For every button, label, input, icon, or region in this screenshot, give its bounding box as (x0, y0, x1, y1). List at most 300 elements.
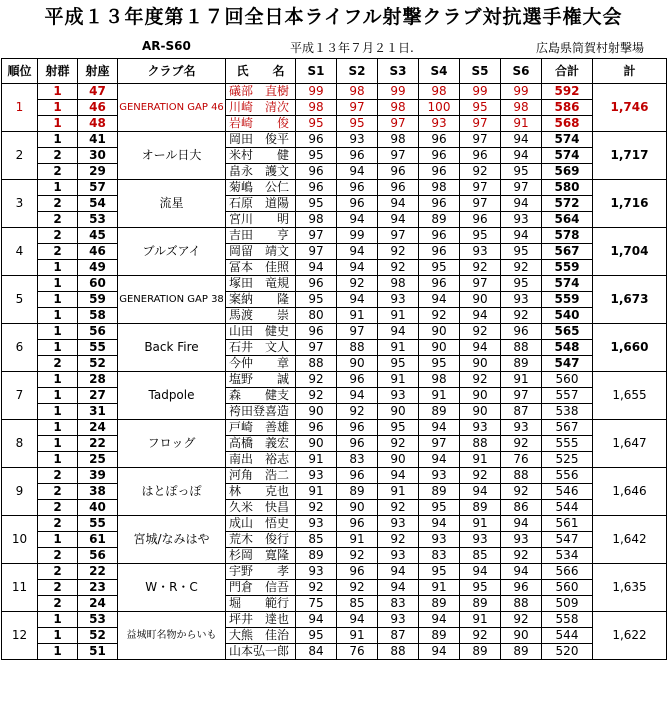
lane-cell: 24 (78, 420, 118, 436)
lane-cell: 28 (78, 372, 118, 388)
group-cell: 1 (38, 292, 78, 308)
table-row (2, 84, 667, 100)
score-cell: 97 (460, 180, 501, 196)
sum-cell: 547 (542, 532, 593, 548)
score-cell: 87 (378, 628, 419, 644)
sum-cell: 544 (542, 500, 593, 516)
table-row (2, 420, 667, 436)
lane-cell: 27 (78, 388, 118, 404)
club-name: はとぽっぽ (118, 468, 226, 516)
column-header: S4 (419, 59, 460, 84)
score-cell: 90 (460, 404, 501, 420)
sum-cell: 509 (542, 596, 593, 612)
column-header: S2 (337, 59, 378, 84)
score-cell: 94 (337, 244, 378, 260)
score-cell: 93 (296, 516, 337, 532)
table-row (2, 468, 667, 484)
score-cell: 89 (419, 628, 460, 644)
score-cell: 96 (419, 276, 460, 292)
score-cell: 94 (501, 148, 542, 164)
lane-cell: 51 (78, 644, 118, 660)
shooter-name: 荒木 俊行 (226, 532, 296, 548)
column-header: S3 (378, 59, 419, 84)
score-cell: 94 (460, 308, 501, 324)
score-cell: 94 (419, 644, 460, 660)
score-cell: 89 (501, 356, 542, 372)
score-cell: 97 (460, 276, 501, 292)
score-cell: 90 (460, 356, 501, 372)
score-cell: 76 (337, 644, 378, 660)
sum-cell: 574 (542, 276, 593, 292)
lane-cell: 55 (78, 516, 118, 532)
lane-cell: 40 (78, 500, 118, 516)
shooter-name: 成山 悟史 (226, 516, 296, 532)
club-name: GENERATION GAP 46 (118, 84, 226, 132)
table-row (2, 276, 667, 292)
score-cell: 95 (501, 276, 542, 292)
table-row (2, 372, 667, 388)
score-cell: 92 (296, 372, 337, 388)
table-row (2, 580, 667, 596)
sum-cell: 558 (542, 612, 593, 628)
rank-cell: 9 (2, 468, 38, 516)
table-row (2, 340, 667, 356)
shooter-name: 今仲 章 (226, 356, 296, 372)
column-header: 計 (593, 59, 667, 84)
column-header: S5 (460, 59, 501, 84)
score-cell: 96 (296, 276, 337, 292)
shooter-name: 宇野 孝 (226, 564, 296, 580)
score-cell: 91 (460, 452, 501, 468)
sum-cell: 525 (542, 452, 593, 468)
score-cell: 91 (419, 388, 460, 404)
score-cell: 96 (337, 420, 378, 436)
score-cell: 93 (460, 420, 501, 436)
rank-cell: 1 (2, 84, 38, 132)
rank-cell: 12 (2, 612, 38, 660)
table-row (2, 516, 667, 532)
group-cell: 1 (38, 436, 78, 452)
score-cell: 96 (337, 196, 378, 212)
column-header: クラブ名 (118, 59, 226, 84)
score-cell: 93 (296, 468, 337, 484)
team-total: 1,647 (593, 420, 667, 468)
shooter-name: 岩崎 俊 (226, 116, 296, 132)
score-cell: 98 (501, 100, 542, 116)
score-cell: 91 (460, 516, 501, 532)
table-row (2, 324, 667, 340)
table-row (2, 596, 667, 612)
team-total: 1,660 (593, 324, 667, 372)
score-cell: 99 (501, 84, 542, 100)
score-cell: 92 (501, 484, 542, 500)
score-cell: 97 (296, 228, 337, 244)
score-cell: 95 (419, 260, 460, 276)
score-cell: 92 (501, 436, 542, 452)
score-cell: 96 (419, 196, 460, 212)
score-cell: 98 (337, 84, 378, 100)
rank-cell: 4 (2, 228, 38, 276)
sum-cell: 538 (542, 404, 593, 420)
lane-cell: 61 (78, 532, 118, 548)
column-header: 射座 (78, 59, 118, 84)
score-cell: 88 (501, 596, 542, 612)
shooter-name: 塩野 誠 (226, 372, 296, 388)
event-date: 平成１３年７月２１日. (290, 41, 414, 55)
shooter-name: 林 克也 (226, 484, 296, 500)
rank-cell: 10 (2, 516, 38, 564)
sum-cell: 574 (542, 132, 593, 148)
score-cell: 89 (419, 212, 460, 228)
score-cell: 85 (296, 532, 337, 548)
group-cell: 2 (38, 500, 78, 516)
lane-cell: 58 (78, 308, 118, 324)
lane-cell: 48 (78, 116, 118, 132)
score-cell: 97 (296, 244, 337, 260)
score-cell: 94 (337, 212, 378, 228)
club-name: W・R・C (118, 564, 226, 612)
table-row (2, 180, 667, 196)
score-cell: 91 (337, 532, 378, 548)
score-cell: 95 (419, 564, 460, 580)
team-total: 1,655 (593, 372, 667, 420)
group-cell: 1 (38, 628, 78, 644)
sum-cell: 564 (542, 212, 593, 228)
table-row (2, 612, 667, 628)
score-cell: 88 (501, 468, 542, 484)
table-row (2, 148, 667, 164)
table-row (2, 196, 667, 212)
score-cell: 80 (296, 308, 337, 324)
score-cell: 96 (337, 148, 378, 164)
sum-cell: 559 (542, 260, 593, 276)
table-row (2, 436, 667, 452)
score-cell: 95 (296, 292, 337, 308)
team-total: 1,704 (593, 228, 667, 276)
score-cell: 89 (501, 644, 542, 660)
score-cell: 85 (460, 548, 501, 564)
team-total: 1,635 (593, 564, 667, 612)
sum-cell: 566 (542, 564, 593, 580)
score-cell: 95 (296, 116, 337, 132)
lane-cell: 25 (78, 452, 118, 468)
lane-cell: 41 (78, 132, 118, 148)
score-cell: 98 (419, 180, 460, 196)
shooter-name: 杉岡 寛隆 (226, 548, 296, 564)
shooter-name: 菊嶋 公仁 (226, 180, 296, 196)
score-cell: 96 (337, 372, 378, 388)
score-cell: 86 (501, 500, 542, 516)
score-cell: 90 (419, 340, 460, 356)
score-cell: 96 (501, 580, 542, 596)
lane-cell: 55 (78, 340, 118, 356)
score-cell: 94 (419, 292, 460, 308)
lane-cell: 54 (78, 196, 118, 212)
score-cell: 92 (296, 580, 337, 596)
score-cell: 95 (460, 580, 501, 596)
score-cell: 97 (501, 180, 542, 196)
table-row (2, 644, 667, 660)
score-cell: 92 (337, 276, 378, 292)
score-cell: 94 (501, 196, 542, 212)
score-cell: 83 (378, 596, 419, 612)
score-cell: 92 (378, 244, 419, 260)
lane-cell: 39 (78, 468, 118, 484)
shooter-name: 山田 健史 (226, 324, 296, 340)
shooter-name: 馬渡 崇 (226, 308, 296, 324)
group-cell: 2 (38, 244, 78, 260)
score-cell: 93 (378, 516, 419, 532)
table-row (2, 292, 667, 308)
lane-cell: 38 (78, 484, 118, 500)
group-cell: 1 (38, 132, 78, 148)
table-row (2, 308, 667, 324)
score-cell: 90 (501, 628, 542, 644)
score-cell: 91 (460, 612, 501, 628)
score-cell: 94 (337, 612, 378, 628)
lane-cell: 29 (78, 164, 118, 180)
score-cell: 89 (419, 404, 460, 420)
table-row (2, 228, 667, 244)
score-cell: 91 (296, 484, 337, 500)
rank-cell: 11 (2, 564, 38, 612)
club-name: 宮城/なみはや (118, 516, 226, 564)
score-cell: 92 (501, 308, 542, 324)
score-cell: 95 (296, 148, 337, 164)
score-cell: 96 (378, 180, 419, 196)
club-name: フロッグ (118, 420, 226, 468)
sum-cell: 544 (542, 628, 593, 644)
sum-cell: 540 (542, 308, 593, 324)
score-cell: 92 (460, 468, 501, 484)
score-cell: 91 (378, 308, 419, 324)
score-cell: 92 (419, 308, 460, 324)
score-cell: 96 (419, 228, 460, 244)
score-cell: 94 (501, 564, 542, 580)
score-cell: 96 (337, 516, 378, 532)
score-cell: 92 (296, 500, 337, 516)
sum-cell: 572 (542, 196, 593, 212)
group-cell: 2 (38, 468, 78, 484)
score-cell: 90 (296, 404, 337, 420)
score-cell: 92 (501, 612, 542, 628)
score-cell: 90 (378, 452, 419, 468)
group-cell: 1 (38, 372, 78, 388)
table-row (2, 484, 667, 500)
column-header: S1 (296, 59, 337, 84)
sum-cell: 559 (542, 292, 593, 308)
table-row (2, 212, 667, 228)
score-cell: 95 (296, 628, 337, 644)
score-cell: 97 (378, 148, 419, 164)
score-cell: 93 (501, 212, 542, 228)
score-cell: 97 (378, 116, 419, 132)
score-cell: 95 (378, 356, 419, 372)
group-cell: 1 (38, 340, 78, 356)
rank-cell: 5 (2, 276, 38, 324)
event-venue: 広島県筒賀村射撃場 (536, 41, 645, 55)
group-cell: 2 (38, 164, 78, 180)
lane-cell: 24 (78, 596, 118, 612)
shooter-name: 石原 道陽 (226, 196, 296, 212)
group-cell: 1 (38, 308, 78, 324)
shooter-name: 畠永 護文 (226, 164, 296, 180)
score-cell: 94 (460, 340, 501, 356)
score-cell: 98 (378, 132, 419, 148)
shooter-name: 冨本 佳照 (226, 260, 296, 276)
score-cell: 92 (460, 164, 501, 180)
table-row (2, 548, 667, 564)
shooter-name: 石井 文人 (226, 340, 296, 356)
score-cell: 93 (419, 116, 460, 132)
score-cell: 96 (419, 132, 460, 148)
shooter-name: 戸崎 善雄 (226, 420, 296, 436)
group-cell: 1 (38, 100, 78, 116)
sum-cell: 568 (542, 116, 593, 132)
club-name: 流星 (118, 180, 226, 228)
score-cell: 92 (460, 372, 501, 388)
shooter-name: 岡留 靖文 (226, 244, 296, 260)
lane-cell: 59 (78, 292, 118, 308)
score-cell: 91 (378, 484, 419, 500)
score-cell: 94 (501, 516, 542, 532)
score-cell: 94 (337, 388, 378, 404)
lane-cell: 23 (78, 580, 118, 596)
score-cell: 89 (460, 596, 501, 612)
shooter-name: 岡田 俊平 (226, 132, 296, 148)
score-cell: 93 (378, 548, 419, 564)
score-cell: 89 (460, 644, 501, 660)
event-name: AR-S60 (142, 39, 191, 53)
sum-cell: 556 (542, 468, 593, 484)
group-cell: 1 (38, 324, 78, 340)
club-name: ブルズアイ (118, 228, 226, 276)
score-cell: 90 (296, 436, 337, 452)
lane-cell: 52 (78, 356, 118, 372)
score-cell: 94 (501, 132, 542, 148)
lane-cell: 56 (78, 548, 118, 564)
score-cell: 91 (337, 308, 378, 324)
score-cell: 95 (501, 244, 542, 260)
lane-cell: 22 (78, 564, 118, 580)
column-header: 合計 (542, 59, 593, 84)
score-cell: 93 (378, 612, 419, 628)
score-cell: 87 (501, 404, 542, 420)
score-cell: 93 (460, 532, 501, 548)
score-cell: 90 (337, 500, 378, 516)
lane-cell: 47 (78, 84, 118, 100)
group-cell: 1 (38, 404, 78, 420)
team-total: 1,642 (593, 516, 667, 564)
score-cell: 94 (378, 212, 419, 228)
team-total: 1,673 (593, 276, 667, 324)
table-row (2, 164, 667, 180)
score-cell: 88 (460, 436, 501, 452)
score-cell: 94 (419, 612, 460, 628)
score-cell: 96 (460, 212, 501, 228)
group-cell: 2 (38, 196, 78, 212)
score-cell: 95 (501, 164, 542, 180)
score-cell: 90 (337, 356, 378, 372)
score-cell: 98 (296, 212, 337, 228)
shooter-name: 山本弘一郎 (226, 644, 296, 660)
score-cell: 92 (378, 532, 419, 548)
score-cell: 91 (419, 580, 460, 596)
lane-cell: 46 (78, 244, 118, 260)
score-cell: 93 (501, 420, 542, 436)
score-cell: 98 (419, 84, 460, 100)
score-cell: 96 (419, 244, 460, 260)
shooter-name: 川崎 清次 (226, 100, 296, 116)
shooter-name: 門倉 信吾 (226, 580, 296, 596)
score-cell: 96 (296, 132, 337, 148)
group-cell: 2 (38, 228, 78, 244)
group-cell: 1 (38, 532, 78, 548)
score-cell: 90 (378, 404, 419, 420)
score-cell: 94 (419, 516, 460, 532)
score-cell: 93 (337, 132, 378, 148)
team-total: 1,622 (593, 612, 667, 660)
score-cell: 97 (460, 196, 501, 212)
score-cell: 92 (337, 548, 378, 564)
lane-cell: 22 (78, 436, 118, 452)
rank-cell: 8 (2, 420, 38, 468)
score-cell: 88 (378, 644, 419, 660)
group-cell: 2 (38, 564, 78, 580)
score-cell: 96 (419, 164, 460, 180)
score-cell: 98 (378, 100, 419, 116)
lane-cell: 60 (78, 276, 118, 292)
score-cell: 99 (296, 84, 337, 100)
rank-cell: 7 (2, 372, 38, 420)
score-cell: 94 (460, 484, 501, 500)
lane-cell: 31 (78, 404, 118, 420)
score-cell: 96 (296, 420, 337, 436)
lane-cell: 57 (78, 180, 118, 196)
group-cell: 1 (38, 612, 78, 628)
column-header: 氏 名 (226, 59, 296, 84)
score-cell: 90 (460, 292, 501, 308)
score-cell: 96 (378, 164, 419, 180)
sum-cell: 547 (542, 356, 593, 372)
score-cell: 89 (419, 596, 460, 612)
score-cell: 96 (337, 468, 378, 484)
score-cell: 96 (460, 148, 501, 164)
score-cell: 95 (460, 100, 501, 116)
shooter-name: 案納 隆 (226, 292, 296, 308)
shooter-name: 米村 健 (226, 148, 296, 164)
shooter-name: 森 健支 (226, 388, 296, 404)
score-cell: 93 (378, 292, 419, 308)
table-row (2, 260, 667, 276)
score-cell: 99 (378, 84, 419, 100)
score-cell: 99 (337, 228, 378, 244)
score-cell: 91 (501, 116, 542, 132)
score-cell: 94 (419, 452, 460, 468)
shooter-name: 南出 裕志 (226, 452, 296, 468)
table-row (2, 244, 667, 260)
score-cell: 92 (378, 260, 419, 276)
score-cell: 98 (419, 372, 460, 388)
table-row (2, 132, 667, 148)
event-info (0, 34, 667, 58)
sum-cell: 546 (542, 484, 593, 500)
table-row (2, 452, 667, 468)
group-cell: 1 (38, 276, 78, 292)
score-cell: 94 (378, 468, 419, 484)
sum-cell: 574 (542, 148, 593, 164)
header-row (2, 59, 667, 84)
